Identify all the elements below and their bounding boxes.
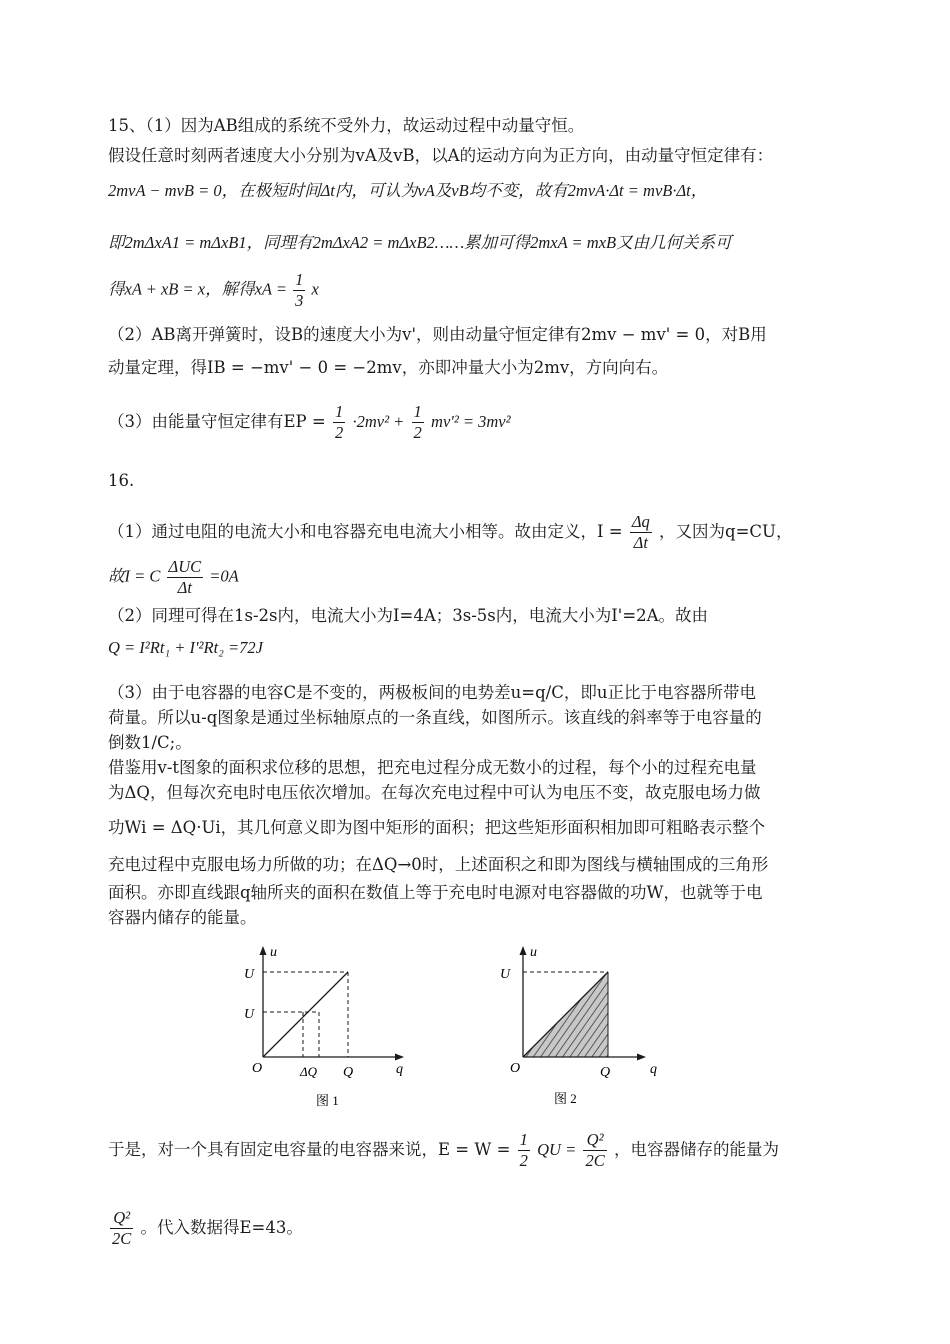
q16-line-11: 充电过程中克服电场力所做的功；在ΔQ→0时，上述面积之和即为图线与横轴围成的三角形 <box>108 855 769 874</box>
fig1-x-arrow <box>395 1054 404 1061</box>
q15-l8-frac-2 <box>412 402 424 443</box>
q16-line-3: （2）同理可得在1s-2s内，电流大小为I=4A；3s-5s内，电流大小为I'=2A。故由 <box>108 606 709 625</box>
q16-l2-frac <box>167 557 204 598</box>
q16-line-6: 荷量。所以u-q图象是通过坐标轴原点的一条直线，如图所示。该直线的斜率等于电容量的 <box>108 708 762 727</box>
q16-l1-num: Δq <box>631 512 650 531</box>
fig2-u-label: U <box>500 967 511 982</box>
q16-l2-num: ΔUC <box>168 557 202 576</box>
fig1-y-arrow <box>260 946 267 955</box>
q16-line-8: 借鉴用v-t图象的面积求位移的思想，把充电过程分成无数小的过程，每个小的过程充电量 <box>108 758 757 777</box>
q16-l14-frac-2 <box>583 1130 606 1171</box>
q16-l14-den-1: 2 <box>519 1151 528 1170</box>
q16-l14-text-c: ，电容器储存的能量为 <box>614 1140 779 1159</box>
fig1-graph-line <box>263 972 348 1057</box>
q15-l8-num-1: 1 <box>334 402 344 421</box>
q15-l8-den-1: 2 <box>334 423 344 442</box>
fig1-caption: 图 1 <box>316 1093 339 1108</box>
q15-l5-den: 3 <box>295 291 304 310</box>
q15-line-4: 即2mΔxA1 = mΔxB1，同理有2mΔxA2 = mΔxB2……累加可得2mxA = mxB又由几何关系可 <box>108 233 732 252</box>
q16-l15-frac <box>110 1208 133 1249</box>
q15-line-6: （2）AB离开弹簧时，设B的速度大小为v'，则由动量守恒定律有2mv − mv' = 0，对B用 <box>108 325 767 344</box>
fig2-x-arrow <box>637 1054 646 1061</box>
fig1-axis-y-label: u <box>270 945 277 960</box>
q15-line-5 <box>108 270 319 311</box>
fig1-dq-label: ΔQ <box>300 1064 318 1079</box>
q16-line-5: （3）由于电容器的电容C是不变的，两极板间的电势差u=q/C，即u正比于电容器所带电 <box>108 683 756 702</box>
fig2-axis-x-label: q <box>650 1062 657 1077</box>
q15-l8-text-b: ·2mv² + <box>352 412 405 431</box>
q15-line-8 <box>108 402 511 443</box>
q16-line-13: 容器内储存的能量。 <box>108 908 257 927</box>
q16-l14-frac-1 <box>518 1130 530 1171</box>
q15-heading: 15、（1）因为AB组成的系统不受外力，故运动过程中动量守恒。 <box>108 116 585 135</box>
q16-l1-den: Δt <box>633 533 648 552</box>
fig1-axis-x-label: q <box>396 1062 403 1077</box>
q15-l8-den-2: 2 <box>413 423 422 442</box>
q16-l15-num: Q² <box>110 1208 133 1229</box>
q15-line-3: 2mvA − mvB = 0，在极短时间Δt内，可认为vA及vB均不变，故有2mvA·Δt = mvB·Δt， <box>108 181 708 200</box>
q15-l5-text-a: 得xA + xB = x，解得xA = <box>108 279 287 299</box>
fig1-u-top-label: U <box>244 967 255 982</box>
q16-line-15 <box>108 1208 303 1249</box>
q16-l14-text-b: QU = <box>537 1140 577 1159</box>
q16-line-10: 功Wi = ΔQ·Ui，其几何意义即为图中矩形的面积；把这些矩形面积相加即可粗略表示整个 <box>108 818 766 837</box>
q15-l5-num: 1 <box>295 270 304 289</box>
q16-l14-num-2: Q² <box>583 1130 606 1151</box>
q16-l1-text-a: （1）通过电阻的电流大小和电容器充电电流大小相等。故由定义，I = <box>108 522 623 541</box>
q16-l14-text-a: 于是，对一个具有固定电容量的电容器来说，E = W = <box>108 1140 511 1159</box>
q16-line-12: 面积。亦即直线跟q轴所夹的面积在数值上等于充电时电源对电容器做的功W，也就等于电 <box>108 883 763 902</box>
q15-l8-num-2: 1 <box>413 402 422 421</box>
q16-l15-den: 2C <box>112 1229 132 1248</box>
q16-line-9: 为ΔQ，但每次充电时电压依次增加。在每次充电过程中可认为电压不变，故克服电场力做 <box>108 783 761 802</box>
fig2-origin-label: O <box>510 1061 521 1076</box>
q16-line-2 <box>108 557 239 598</box>
q15-line-2: 假设任意时刻两者速度大小分别为vA及vB，以A的运动方向为正方向，由动量守恒定律有： <box>108 146 774 165</box>
q16-l1-text-b: ，又因为q=CU， <box>659 522 793 541</box>
q15-l5-frac <box>293 270 305 311</box>
q15-l5-text-b: x <box>311 279 319 299</box>
fig2-caption: 图 2 <box>554 1091 577 1106</box>
fig2-axis-y-label: u <box>530 945 537 960</box>
q16-l14-den-2: 2C <box>585 1151 605 1170</box>
fig2-q-label: Q <box>600 1065 611 1080</box>
q16-l15-text-b: 。代入数据得E=43。 <box>140 1218 303 1237</box>
q16-line-14 <box>108 1130 779 1171</box>
figure-2 <box>490 940 690 1115</box>
q16-l2-den: Δt <box>177 578 192 597</box>
fig1-q-label: Q <box>343 1065 354 1080</box>
fig2-y-arrow <box>520 946 527 955</box>
q15-l8-text-a: （3）由能量守恒定律有EP = <box>108 412 326 431</box>
q16-line-4: Q = I²Rt₁ + I'²Rt₂ =72J <box>108 638 263 657</box>
q16-heading: 16. <box>108 471 135 490</box>
q16-l14-num-1: 1 <box>519 1130 528 1149</box>
fig1-origin-label: O <box>252 1061 263 1076</box>
q16-l2-text-b: =0A <box>209 566 239 586</box>
q15-l8-frac-1 <box>333 402 345 443</box>
q15-l8-text-c: mv'² = 3mv² <box>431 412 511 431</box>
fig1-u-mid-label: U <box>244 1007 255 1022</box>
q16-l2-text-a: 故I = C <box>108 566 161 586</box>
figure-1 <box>230 940 430 1115</box>
q16-line-1 <box>108 512 792 553</box>
q16-line-7: 倒数1/C;。 <box>108 733 192 752</box>
q15-line-7: 动量定理，得IB = −mv' − 0 = −2mv，亦即冲量大小为2mv，方向向右。 <box>108 358 669 377</box>
q16-l1-frac <box>630 512 652 553</box>
